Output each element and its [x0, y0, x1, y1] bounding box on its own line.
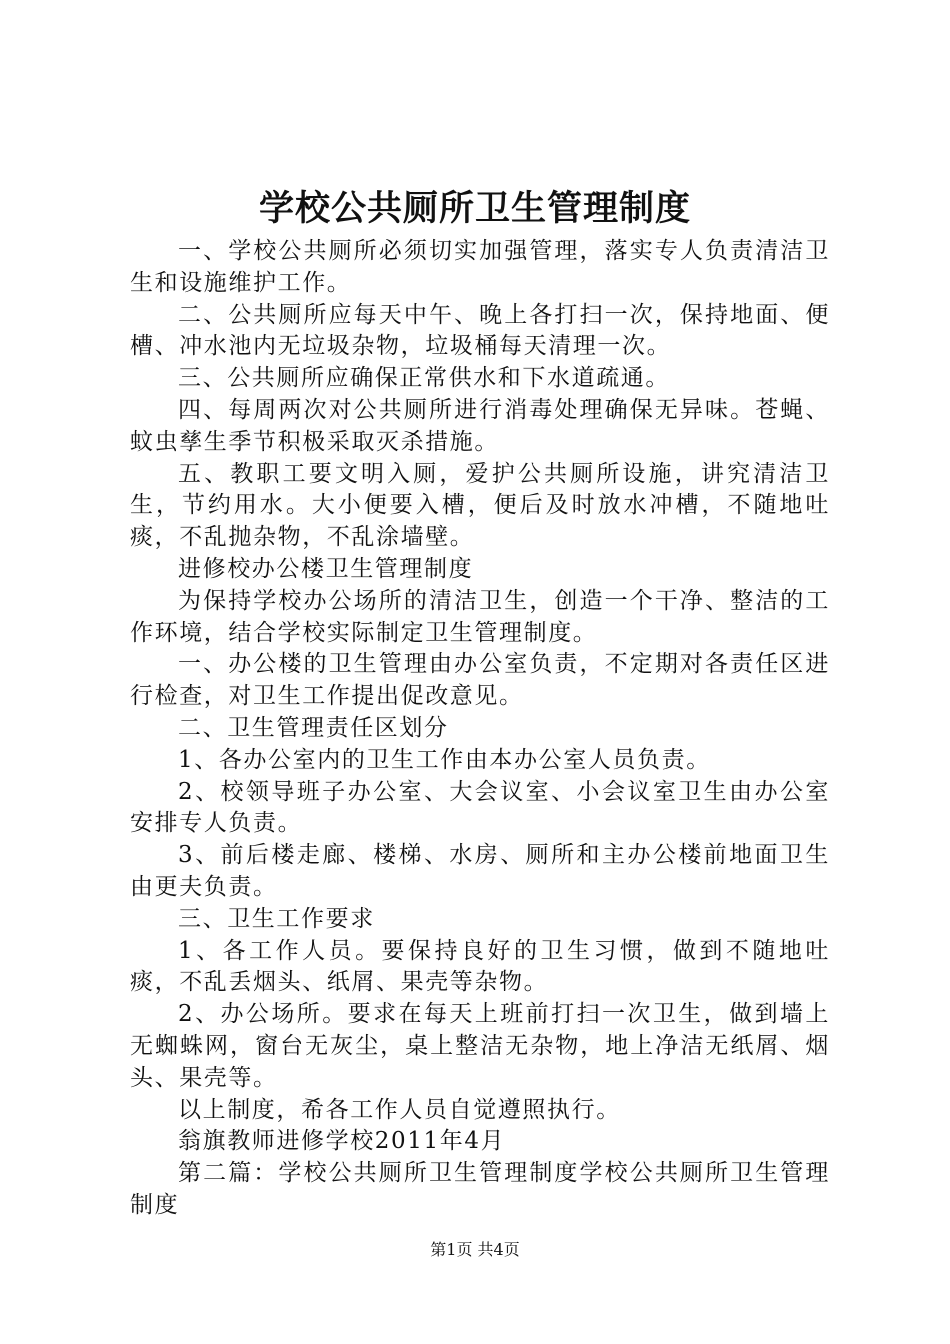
document-title: 学校公共厕所卫生管理制度: [258, 188, 691, 229]
requirement-item-2: 2、办公场所。要求在每天上班前打扫一次卫生，做到墙上无蜘蛛网，窗台无灰尘，桌上整洁无杂物，地上净洁无纸屑、烟头、果壳等。: [130, 1001, 830, 1091]
paragraph-4: 四、每周两次对公共厕所进行消毒处理确保无异味。苍蝇、蚊虫孳生季节积极采取灭杀措施。: [130, 396, 830, 455]
paragraph-5: 五、教职工要文明入厕，爱护公共厕所设施，讲究清洁卫生，节约用水。大小便要入槽，便后及时放水冲槽，不随地吐痰，不乱抛杂物，不乱涂墙壁。: [130, 460, 830, 551]
requirement-item-1: 1、各工作人员。要保持良好的卫生习惯，做到不随地吐痰，不乱丢烟头、纸屑、果壳等杂物。: [130, 937, 830, 996]
paragraph-intro: 为保持学校办公场所的清洁卫生，创造一个干净、整洁的工作环境，结合学校实际制定卫生管理制度。: [130, 587, 830, 646]
paragraph-1: 一、学校公共厕所必须切实加强管理，落实专人负责清洁卫生和设施维护工作。: [130, 238, 830, 296]
second-article-heading: 第二篇：学校公共厕所卫生管理制度学校公共厕所卫生管理制度: [130, 1160, 830, 1218]
list-item-1: 1、各办公室内的卫生工作由本办公室人员负责。: [178, 746, 711, 773]
closing-line: 以上制度，希各工作人员自觉遵照执行。: [178, 1096, 621, 1123]
signature-date: 翁旗教师进修学校2011年4月: [178, 1128, 506, 1155]
paragraph-3: 三、公共厕所应确保正常供水和下水道疏通。: [178, 365, 670, 392]
paragraph-office-3: 三、卫生工作要求: [178, 905, 375, 932]
list-item-3: 3、前后楼走廊、楼梯、水房、厕所和主办公楼前地面卫生由更夫负责。: [130, 842, 830, 900]
page-footer: 第1页 共4页: [430, 1240, 520, 1259]
document-body: [130, 236, 830, 1222]
paragraph-2: 二、公共厕所应每天中午、晚上各打扫一次，保持地面、便槽、冲水池内无垃圾杂物，垃圾桶每天清理一次。: [130, 301, 830, 360]
paragraph-office-2: 二、卫生管理责任区划分: [178, 714, 449, 741]
paragraph-office-1: 一、办公楼的卫生管理由办公室负责，不定期对各责任区进行检查，对卫生工作提出促改意见。: [130, 651, 830, 710]
list-item-2: 2、校领导班子办公室、大会议室、小会议室卫生由办公室安排专人负责。: [130, 778, 830, 837]
section-heading-office-building: 进修校办公楼卫生管理制度: [178, 555, 474, 582]
